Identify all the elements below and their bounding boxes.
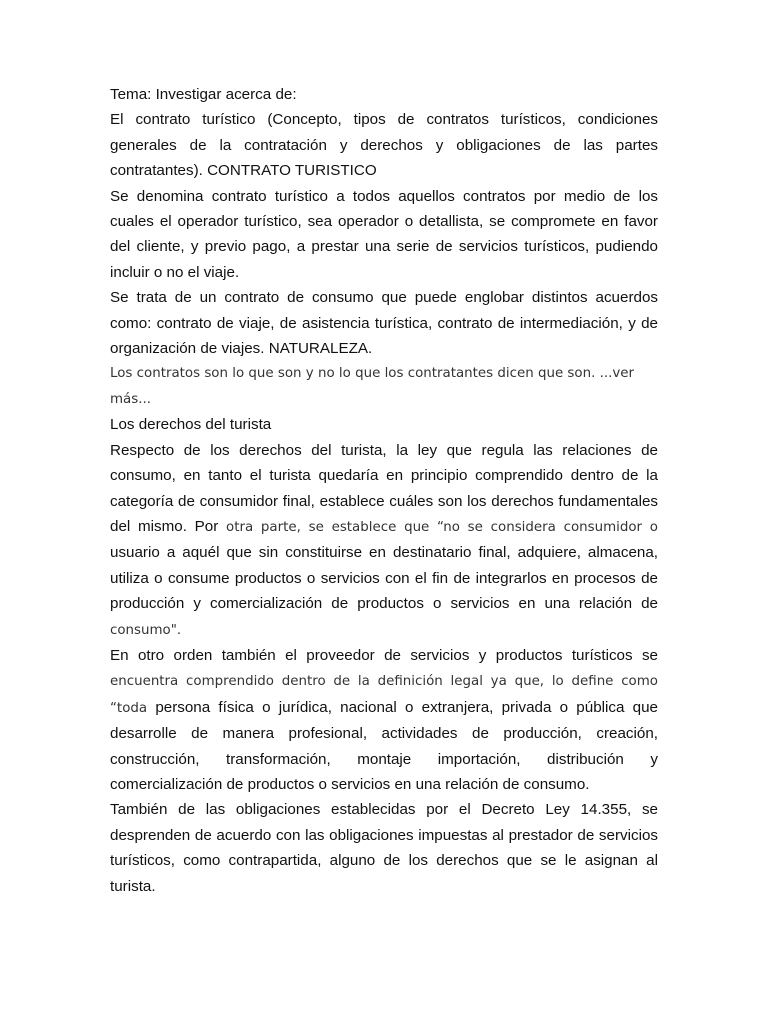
- paragraph-provider-part-2: encuentra comprendido dentro de la definición legal ya que, lo define como “toda: [110, 674, 658, 716]
- paragraph-contracts-quote: Los contratos son lo que son y no lo que los contratantes dicen que son. ...ver más...: [110, 366, 635, 407]
- paragraph-provider-part-3: persona física o jurídica, nacional o extranjera, privada o pública que desarrolle de manera profesional, actividades de producción, creación, construcción, transformación, montaje importación, distribución y comercialización de productos o servicios en una relación de consumo.: [110, 698, 658, 793]
- section-heading-tourist-rights: Los derechos del turista: [110, 416, 272, 434]
- topic-line: Tema: Investigar acerca de:: [110, 86, 297, 103]
- paragraph-tourist-rights-part-2: otra parte, se establece que “no se considera consumidor o: [226, 519, 658, 535]
- paragraph-tourist-rights-part-4: consumo".: [110, 622, 182, 638]
- paragraph-definition: Se denomina contrato turístico a todos aquellos contratos por medio de los cuales el operador turístico, sea operador o detallista, se compromete en favor del cliente, y previo pago, a prestar una serie de servicios turísticos, pudiendo incluir o no el viaje.: [110, 187, 658, 281]
- paragraph-intro: El contrato turístico (Concepto, tipos de contratos turísticos, condiciones generales de la contratación y derechos y obligaciones de las partes contratantes). CONTRATO TURISTICO: [110, 111, 658, 180]
- document-page: [110, 82, 658, 899]
- paragraph-tourist-rights-part-3: usuario a aquél que sin constituirse en destinatario final, adquiere, almacena, utiliza o consume productos o servicios con el fin de integrarlos en procesos de producción y comercialización de productos o servicios en una relación de: [110, 544, 658, 613]
- paragraph-provider-definition: [110, 643, 658, 797]
- paragraph-consumption-contract: Se trata de un contrato de consumo que puede englobar distintos acuerdos como: contrato de viaje, de asistencia turística, contrato de intermediación, y de organización de viajes. NATURALEZA.: [110, 289, 658, 358]
- paragraph-tourist-rights-part-1: Respecto de los derechos del turista, la ley que regula las relaciones de consumo, en tanto el turista quedaría en principio comprendido dentro de la categoría de consumidor final, establece cuáles son los derechos fundamentales del mismo. Por: [110, 441, 658, 535]
- paragraph-obligations: También de las obligaciones establecidas por el Decreto Ley 14.355, se desprenden de acuerdo con las obligaciones impuestas al prestador de servicios turísticos, como contrapartida, alguno de los derechos que se le asignan al turista.: [110, 801, 658, 895]
- paragraph-tourist-rights: [110, 438, 658, 643]
- paragraph-provider-part-1: En otro orden también el proveedor de servicios y productos turísticos se: [110, 646, 658, 664]
